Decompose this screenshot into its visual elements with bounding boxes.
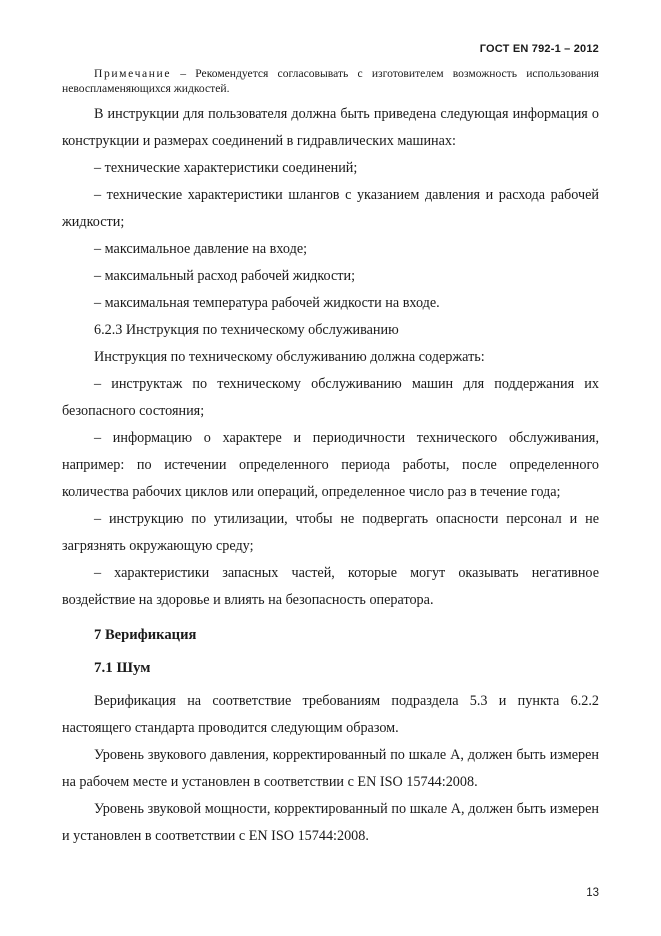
list-item-max-temperature: – максимальная температура рабочей жидкости на входе. bbox=[94, 295, 440, 311]
list-item-maintenance-periodicity: – информацию о характере и периодичности технического обслуживания, например: по истечении определенного периода работы, после определенного количества рабочих циклов или операций, определенное число раз в течение года; bbox=[62, 430, 599, 500]
section-heading-7-1: 7.1 Шум bbox=[94, 660, 151, 676]
paragraph-sound-pressure: Уровень звукового давления, корректированный по шкале А, должен быть измерен на рабочем месте и установлен в соответствии с EN ISO 15744:2008. bbox=[62, 747, 599, 790]
document-code-header: ГОСТ EN 792-1 – 2012 bbox=[479, 43, 599, 55]
paragraph-sound-power: Уровень звуковой мощности, корректированный по шкале А, должен быть измерен и установлен в соответствии с EN ISO 15744:2008. bbox=[62, 801, 599, 844]
page-number: 13 bbox=[586, 887, 599, 899]
section-heading-7: 7 Верификация bbox=[94, 627, 197, 643]
list-item-max-flow: – максимальный расход рабочей жидкости; bbox=[94, 268, 356, 284]
list-item-hoses: – технические характеристики шлангов с указанием давления и расхода рабочей жидкости; bbox=[62, 187, 599, 230]
note-label: Примечание bbox=[94, 67, 172, 80]
paragraph-verification: Верификация на соответствие требованиям подраздела 5.3 и пункта 6.2.2 настоящего стандарта проводится следующим образом. bbox=[62, 693, 599, 736]
list-item-connections: – технические характеристики соединений; bbox=[94, 160, 358, 176]
note-paragraph bbox=[62, 66, 599, 96]
paragraph-intro: В инструкции для пользователя должна быть приведена следующая информация о конструкции и размерах соединений в гидравлических машинах: bbox=[62, 106, 599, 149]
list-item-disposal: – инструкцию по утилизации, чтобы не подвергать опасности персонал и не загрязнять окружающую среду; bbox=[62, 511, 599, 554]
list-item-spare-parts: – характеристики запасных частей, которые могут оказывать негативное воздействие на здоровье и влиять на безопасность оператора. bbox=[62, 565, 599, 608]
list-item-maintenance-briefing: – инструктаж по техническому обслуживанию машин для поддержания их безопасного состояния; bbox=[62, 376, 599, 419]
subsection-heading-6-2-3: 6.2.3 Инструкция по техническому обслуживанию bbox=[94, 322, 399, 338]
list-item-max-pressure: – максимальное давление на входе; bbox=[94, 241, 308, 257]
paragraph-maintenance-intro: Инструкция по техническому обслуживанию должна содержать: bbox=[94, 349, 485, 365]
note-text: – Рекомендуется согласовывать с изготовителем возможность использования невоспламеняющихся жидкостей. bbox=[62, 67, 599, 95]
page-content bbox=[62, 66, 599, 850]
